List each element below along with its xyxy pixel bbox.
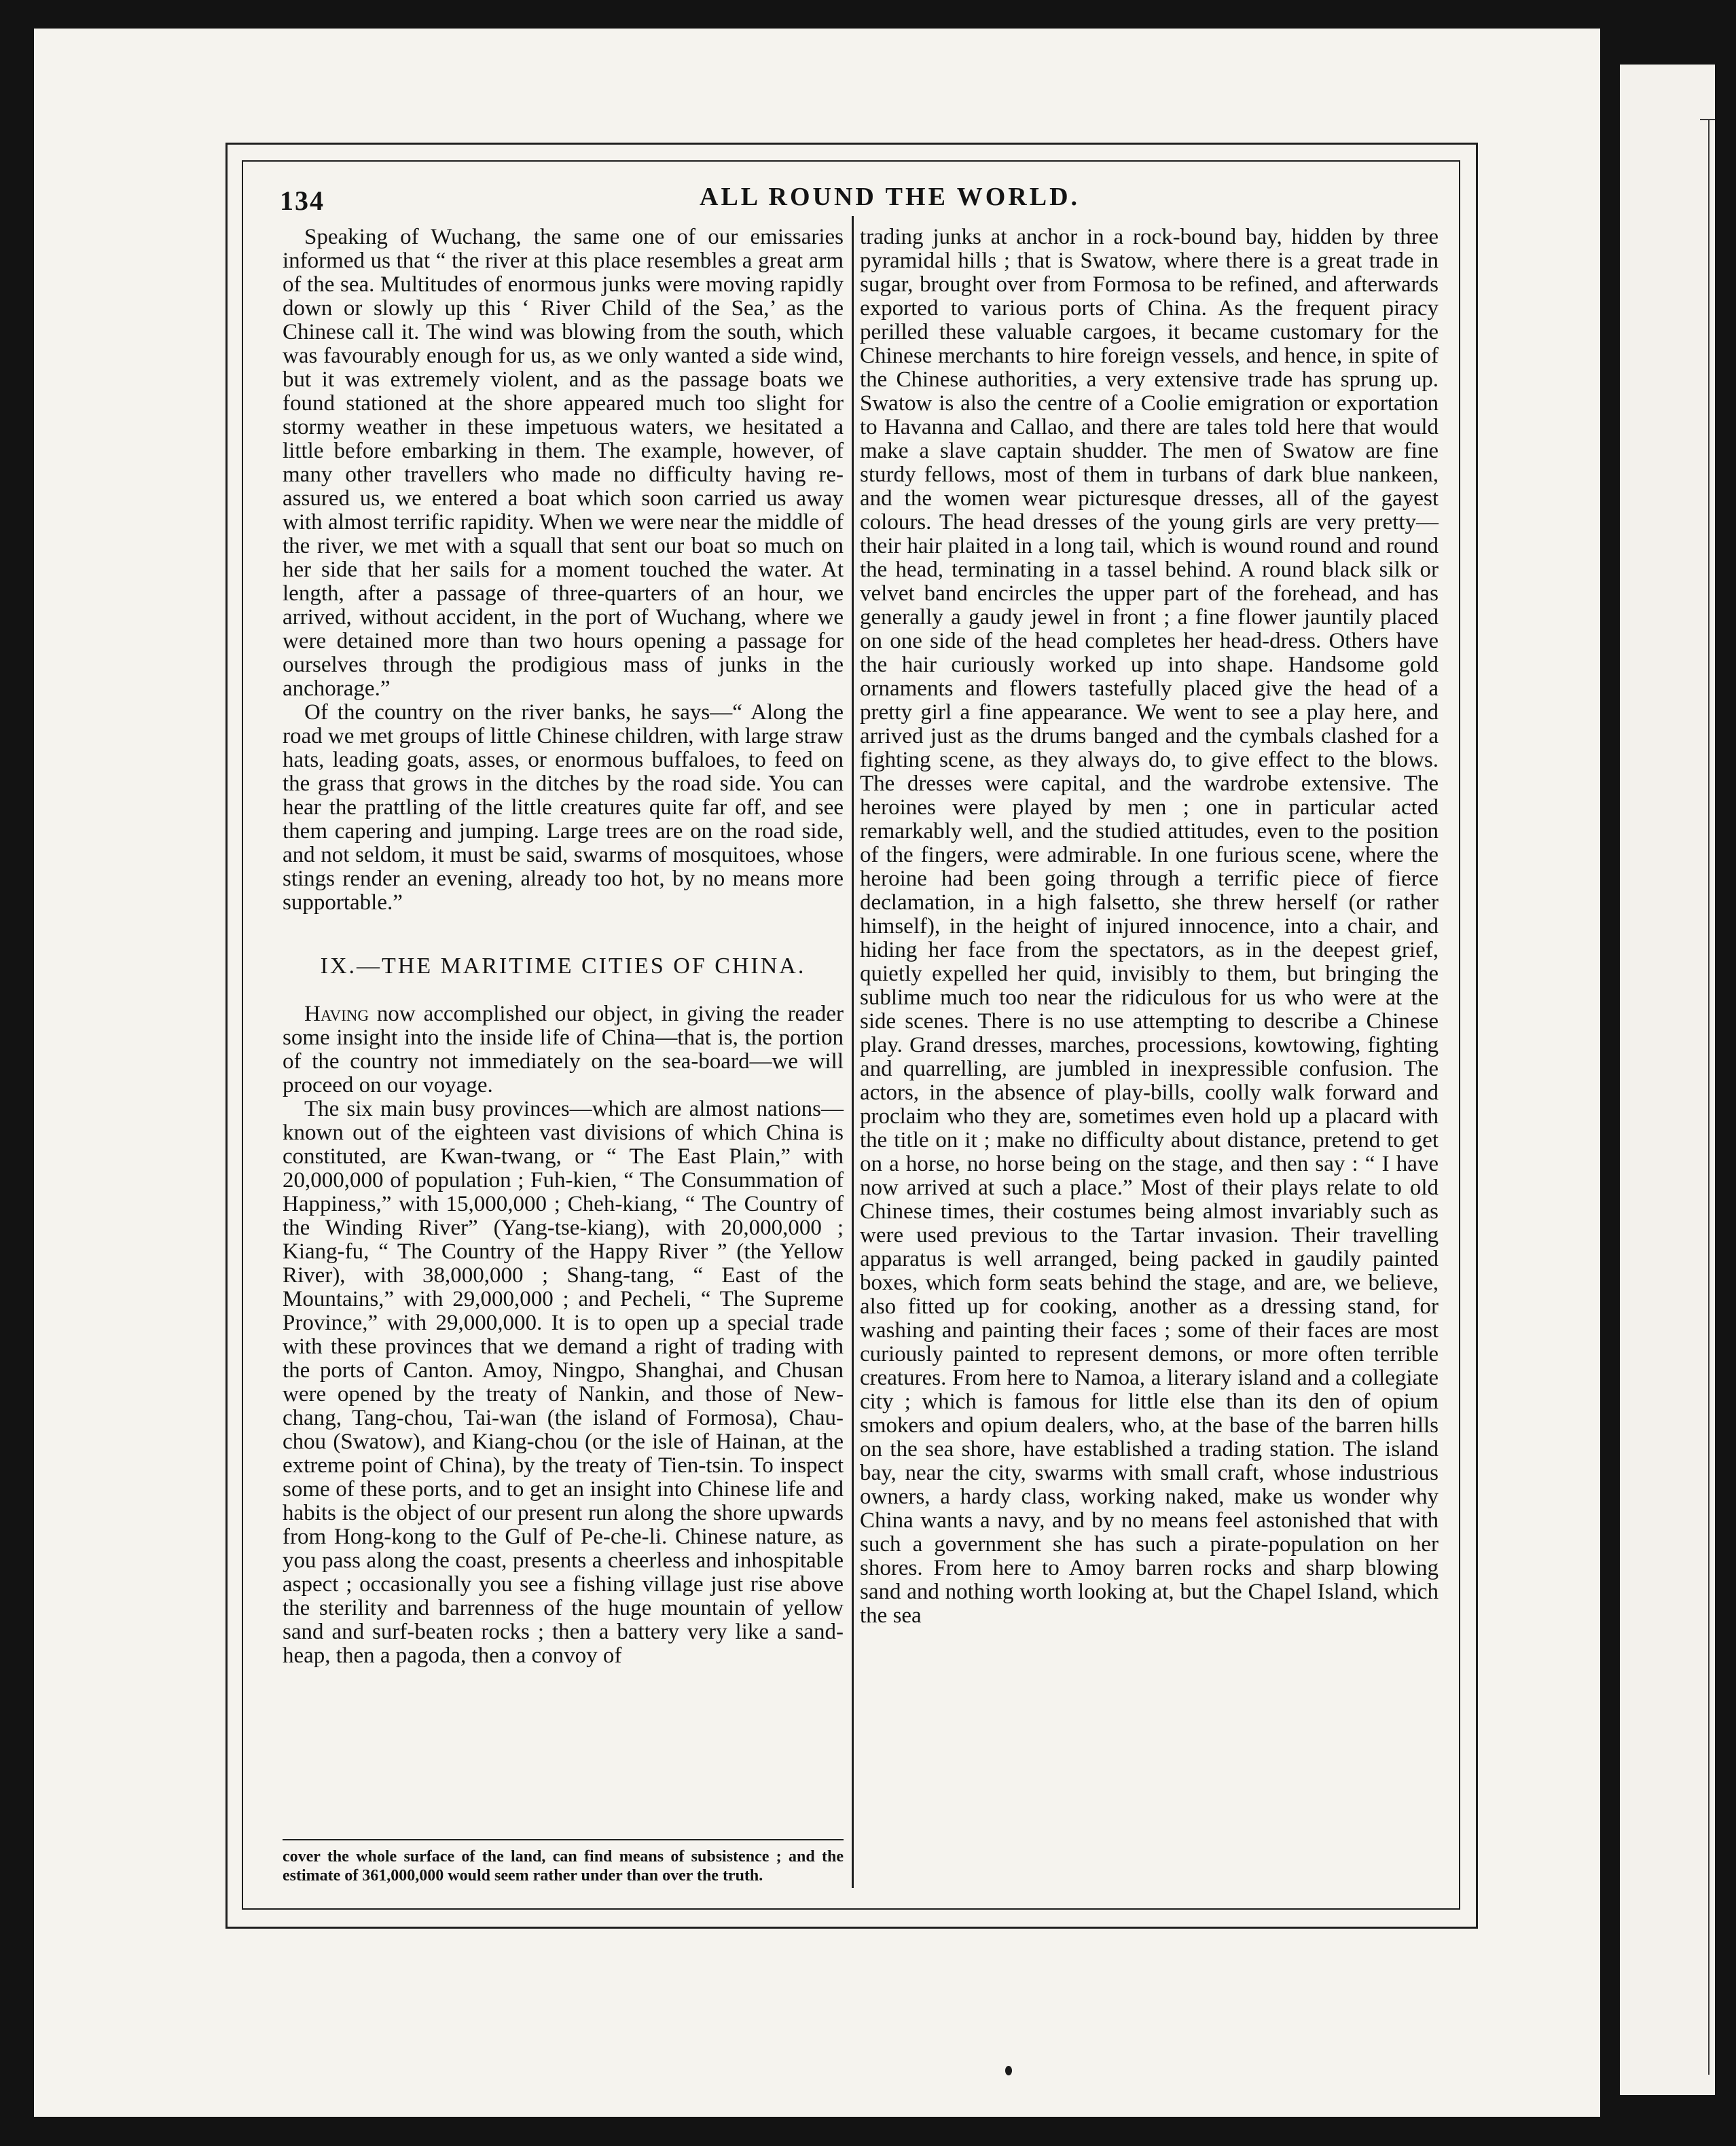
paragraph-river-banks: Of the country on the river banks, he says—“ Along the road we met groups of little Chinese children, with large straw hats, leading goats, asses, or enormous buffaloes, to feed on the grass that grows in the ditches by the road side. You can hear the prattling of the little creatures quite far off, and see them capering and jumping. Large trees are on the road side, and not seldom, it must be said, swarms of mosquitoes, whose stings render an evening, already too hot, by no means more supportable.” xyxy=(283,700,844,915)
adjacent-page-edge xyxy=(1620,65,1715,2095)
ink-speck xyxy=(1005,2066,1012,2075)
left-column xyxy=(283,225,844,1828)
footnote-rule xyxy=(283,1839,844,1840)
paragraph-wuchang: Speaking of Wuchang, the same one of our emissaries informed us that “ the river at this place resembles a great arm of the sea. Multitudes of enormous junks were moving rapidly down or slowly up this ‘ River Child of the Sea,’ as the Chinese call it. The wind was blowing from the south, which was favourably enough for us, as we only wanted a side wind, but it was extremely violent, and as the passage boats we found stationed at the shore appeared much too slight for stormy weather in these impetuous waters, we hesitated a little before embarking in them. The example, however, of many other travellers who made no difficulty having re-assured us, we entered a boat which soon carried us away with almost terrific rapidity. When we were near the middle of the river, we met with a squall that sent our boat so much on her side that her sails for a moment touched the water. At length, after a passage of three-quarters of an hour, we arrived, without accident, in the port of Wuchang, where we were detained more than two hours opening a passage for ourselves through the prodigious mass of junks in the anchorage.” xyxy=(283,225,844,701)
column-divider xyxy=(852,216,854,1888)
section-first-word: Having xyxy=(304,1002,369,1026)
section-heading: IX.—THE MARITIME CITIES OF CHINA. xyxy=(320,953,806,979)
right-column xyxy=(860,225,1439,1903)
adjacent-page-rule-top xyxy=(1700,119,1715,120)
page-number: 134 xyxy=(280,185,325,216)
paragraph-provinces: The six main busy provinces—which are almost nations—known out of the eighteen vast divisions of which China is constituted, are Kwan-twang, or “ The East Plain,” with 20,000,000 of population ; Fuh-kien, “ The Consummation of Happiness,” with 15,000,000 ; Cheh-kiang, “ The Country of the Winding River” (Yang-tse-kiang), with 20,000,000 ; Kiang-fu, “ The Country of the Happy River ” (the Yellow River), with 38,000,000 ; Shang-tang, “ East of the Mountains,” with 29,000,000 ; and Pecheli, “ The Supreme Province,” with 29,000,000. It is to open up a special trade with these provinces that we demand a right of trading with the ports of Canton. Amoy, Ningpo, Shanghai, and Chusan were opened by the treaty of Nankin, and those of New-chang, Tang-chou, Tai-wan (the island of Formosa), Chau-chou (Swatow), and Kiang-chou (or the isle of Hainan, at the extreme point of China), by the treaty of Tien-tsin. To inspect some of these ports, and to get an insight into Chinese life and habits is the object of our present run along the shore upwards from Hong-kong to the Gulf of Pe-che-li. Chinese nature, as you pass along the coast, presents a cheerless and inhospitable aspect ; occasionally you see a fishing village just rise above the sterility and barrenness of the huge mountain of yellow sand and surf-beaten rocks ; then a battery very like a sand-heap, then a pagoda, then a convoy of xyxy=(283,1097,844,1668)
paragraph-swatow: trading junks at anchor in a rock-bound bay, hidden by three pyramidal hills ; that is Swatow, where there is a great trade in sugar, brought over from Formosa to be refined, and afterwards exported to various ports of China. As the frequent piracy perilled these valuable cargoes, it became customary for the Chinese merchants to hire foreign vessels, and hence, in spite of the Chinese authorities, a very extensive trade has sprung up. Swatow is also the centre of a Coolie emigration or exportation to Havanna and Callao, and there are tales told here that would make a slave captain shudder. The men of Swatow are fine sturdy fellows, most of them in turbans of dark blue nankeen, and the women wear picturesque dresses, all of the gayest colours. The head dresses of the young girls are very pretty—their hair plaited in a long tail, which is wound round and round the head, terminating in a tassel behind. A round black silk or velvet band encircles the upper part of the forehead, and has generally a gaudy jewel in front ; a fine flower jauntily placed on one side of the head completes her head-dress. Others have the hair curiously worked up into shape. Handsome gold ornaments and flowers tastefully placed give the head of a pretty girl a fine appearance. We went to see a play here, and arrived just as the drums banged and the cymbals clashed for a fighting scene, as they always do, to give effect to the blows. The dresses were capital, and the wardrobe extensive. The heroines were played by men ; one in particular acted remarkably well, and the studied attitudes, even to the position of the fingers, were admirable. In one furious scene, where the heroine had been going through a terrific piece of fierce declamation, in a high falsetto, she threw herself (or rather himself), in the height of injured innocence, into a chair, and hiding her face from the spectators, as in the deepest grief, quietly expelled her quid, invisibly to them, but bringing the sublime much too near the ridiculous for us who were at the side scenes. There is no use attempting to describe a Chinese play. Grand dresses, marches, processions, kowtowing, fighting and quarrelling, are jumbled in inexpressible confusion. The actors, in the absence of play-bills, coolly walk forward and proclaim who they are, sometimes even hold up a placard with the title on it ; make no difficulty about distance, pretend to get on a horse, no horse being on the stage, and then say : “ I have now arrived at such a place.” Most of their plays relate to old Chinese times, their costumes being almost invariably such as were used previous to the Tartar invasion. Their travelling apparatus is well arranged, being packed in gaudily painted boxes, which form seats behind the stage, and are, we believe, also fitted up for cooking, another as a dressing stand, for washing and painting their faces ; some of their faces are most curiously painted to represent demons, or more often terrible creatures. From here to Namoa, a literary island and a collegiate city ; which is famous for little else than its den of opium smokers and opium dealers, who, at the base of the barren hills on the sea shore, have established a trading station. The island bay, near the city, swarms with small craft, whose industrious owners, a hardy class, working naked, make us wonder why China wants a navy, and by no means feel astonished that with such a government she has such a pirate-population on her shores. From here to Amoy barren rocks and sharp blowing sand and nothing worth looking at, but the Chapel Island, which the sea xyxy=(860,225,1439,1628)
adjacent-page-rule xyxy=(1708,119,1710,2075)
paragraph-section-intro xyxy=(283,1002,844,1097)
section-intro-text: now accomplished our object, in giving the reader some insight into the inside life of China—that is, the portion of the country not immediately on the sea-board—we will proceed on our voyage. xyxy=(283,1002,844,1097)
running-title: ALL ROUND THE WORLD. xyxy=(700,183,1081,211)
footnote: cover the whole surface of the land, can find means of subsistence ; and the estimate of 361,000,000 would seem rather under than over the truth. xyxy=(283,1848,844,1885)
